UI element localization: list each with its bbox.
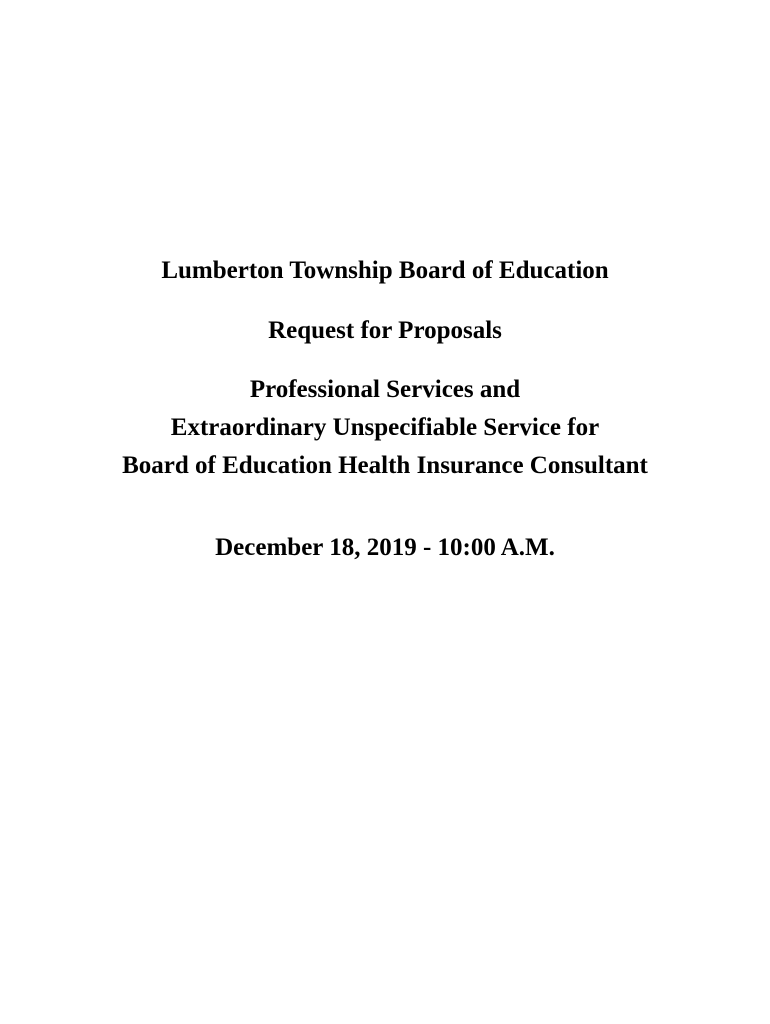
due-date-time: December 18, 2019 - 10:00 A.M.	[215, 534, 555, 561]
subject-line-1: Professional Services and	[249, 376, 521, 403]
document-type: Request for Proposals	[268, 317, 502, 344]
subject-line-2: Extraordinary Unspecifiable Service for	[170, 414, 600, 441]
subject-line-3: Board of Education Health Insurance Consultant	[122, 452, 648, 479]
organization-title: Lumberton Township Board of Education	[161, 257, 609, 284]
